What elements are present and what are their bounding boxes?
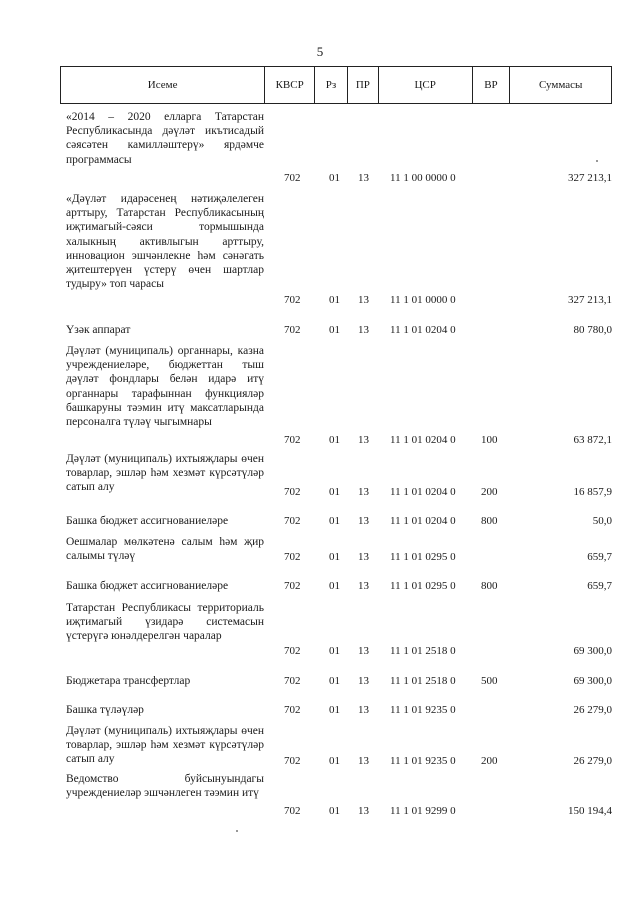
row-kvsr: 702 bbox=[284, 805, 301, 817]
row-kvsr: 702 bbox=[284, 580, 301, 592]
row-kvsr: 702 bbox=[284, 324, 301, 336]
header-vr: ВР bbox=[472, 67, 510, 103]
row-pr: 13 bbox=[358, 805, 369, 817]
row-sum: 327 213,1 bbox=[568, 172, 612, 184]
row-vr: 500 bbox=[481, 675, 498, 687]
row-csr: 11 1 01 0295 0 bbox=[390, 551, 456, 563]
table-header bbox=[60, 66, 612, 104]
row-kvsr: 702 bbox=[284, 486, 301, 498]
row-csr: 11 1 01 0204 0 bbox=[390, 324, 456, 336]
row-pr: 13 bbox=[358, 580, 369, 592]
row-pr: 13 bbox=[358, 172, 369, 184]
row-pr: 13 bbox=[358, 645, 369, 657]
row-kvsr: 702 bbox=[284, 551, 301, 563]
row-sum: 50,0 bbox=[592, 515, 612, 527]
row-csr: 11 1 01 0204 0 bbox=[390, 434, 456, 446]
row-name: Башка бюджет ассигнованиеләре bbox=[66, 515, 229, 527]
row-pr: 13 bbox=[358, 434, 369, 446]
row-csr: 11 1 01 9235 0 bbox=[390, 704, 456, 716]
scan-speck bbox=[236, 830, 238, 832]
row-name: Дәүләт (муниципаль) органнары, казна учреждениеләре, бюджеттан тыш дәүләт фондлары белән идарә итү органнары тарафыннан функцияләр башкаруны тәэмин итү максатларында персоналга түләү чыгымнары bbox=[66, 345, 264, 429]
row-rz: 01 bbox=[329, 515, 340, 527]
row-kvsr: 702 bbox=[284, 294, 301, 306]
header-sum: Суммасы bbox=[509, 67, 611, 103]
row-sum: 80 780,0 bbox=[573, 324, 612, 336]
row-name: Ведомство буйсынуындагы учреждениеләр эшчәнлеген тәэмин итү bbox=[66, 773, 264, 800]
row-name: Бюджетара трансфертлар bbox=[66, 675, 191, 687]
row-name: Дәүләт (муниципаль) ихтыяҗлары өчен товарлар, эшләр һәм хезмәт күрсәтүләр сатып алу bbox=[66, 725, 264, 766]
row-vr: 100 bbox=[481, 434, 498, 446]
row-vr: 200 bbox=[481, 755, 498, 767]
row-csr: 11 1 01 0295 0 bbox=[390, 580, 456, 592]
row-kvsr: 702 bbox=[284, 645, 301, 657]
row-csr: 11 1 01 9235 0 bbox=[390, 755, 456, 767]
row-sum: 69 300,0 bbox=[573, 675, 612, 687]
row-rz: 01 bbox=[329, 704, 340, 716]
row-name: Дәүләт (муниципаль) ихтыяҗлары өчен товарлар, эшләр һәм хезмәт күрсәтүләр сатып алу bbox=[66, 453, 264, 494]
row-name: Татарстан Республикасы территориаль иҗтимагый үзидарә системасын үстерүгә юнәлдерелгән чаралар bbox=[66, 602, 264, 643]
row-vr: 800 bbox=[481, 580, 498, 592]
row-pr: 13 bbox=[358, 675, 369, 687]
row-rz: 01 bbox=[329, 294, 340, 306]
row-rz: 01 bbox=[329, 645, 340, 657]
page-number: 5 bbox=[316, 44, 324, 59]
row-kvsr: 702 bbox=[284, 704, 301, 716]
row-csr: 11 1 01 9299 0 bbox=[390, 805, 456, 817]
row-sum: 26 279,0 bbox=[573, 755, 612, 767]
header-kvsr: КВСР bbox=[264, 67, 314, 103]
row-name: Үзәк аппарат bbox=[66, 324, 131, 336]
row-name: «Дәүләт идарәсенең нәтиҗәлелеген арттыру, Татарстан Республикасының иҗтимагый-сәяси тормышында халыкның активлыгын арттыру, инновацион эшчәнлекне һәм сәнәгать җитештерүен үстерү өчен шартлар тудыру» топ чарасы bbox=[66, 193, 264, 291]
row-vr: 800 bbox=[481, 515, 498, 527]
row-pr: 13 bbox=[358, 755, 369, 767]
row-name: Башка түләүләр bbox=[66, 704, 144, 716]
row-rz: 01 bbox=[329, 551, 340, 563]
row-rz: 01 bbox=[329, 755, 340, 767]
row-rz: 01 bbox=[329, 675, 340, 687]
row-sum: 327 213,1 bbox=[568, 294, 612, 306]
row-sum: 150 194,4 bbox=[568, 805, 612, 817]
row-name: «2014 – 2020 елларга Татарстан Республикасында дәүләт икътисадый сәясәтен камилләштерү» ярдәмче программасы bbox=[66, 111, 264, 166]
row-kvsr: 702 bbox=[284, 755, 301, 767]
row-csr: 11 1 01 0000 0 bbox=[390, 294, 456, 306]
row-csr: 11 1 00 0000 0 bbox=[390, 172, 456, 184]
row-name: Башка бюджет ассигнованиеләре bbox=[66, 580, 229, 592]
header-rz: Рз bbox=[314, 67, 347, 103]
row-rz: 01 bbox=[329, 805, 340, 817]
row-pr: 13 bbox=[358, 486, 369, 498]
row-csr: 11 1 01 0204 0 bbox=[390, 515, 456, 527]
row-sum: 659,7 bbox=[587, 551, 612, 563]
row-pr: 13 bbox=[358, 704, 369, 716]
row-pr: 13 bbox=[358, 324, 369, 336]
row-sum: 659,7 bbox=[587, 580, 612, 592]
row-rz: 01 bbox=[329, 434, 340, 446]
row-sum: 69 300,0 bbox=[573, 645, 612, 657]
row-pr: 13 bbox=[358, 294, 369, 306]
scan-speck bbox=[596, 160, 598, 162]
row-rz: 01 bbox=[329, 486, 340, 498]
row-sum: 63 872,1 bbox=[573, 434, 612, 446]
row-rz: 01 bbox=[329, 580, 340, 592]
row-kvsr: 702 bbox=[284, 515, 301, 527]
header-csr: ЦСР bbox=[378, 67, 472, 103]
row-pr: 13 bbox=[358, 515, 369, 527]
row-sum: 26 279,0 bbox=[573, 704, 612, 716]
row-kvsr: 702 bbox=[284, 675, 301, 687]
row-name: Оешмалар мөлкәтенә салым һәм җир салымы түләү bbox=[66, 536, 264, 563]
row-kvsr: 702 bbox=[284, 172, 301, 184]
row-csr: 11 1 01 0204 0 bbox=[390, 486, 456, 498]
row-csr: 11 1 01 2518 0 bbox=[390, 675, 456, 687]
row-pr: 13 bbox=[358, 551, 369, 563]
row-rz: 01 bbox=[329, 172, 340, 184]
row-sum: 16 857,9 bbox=[573, 486, 612, 498]
header-pr: ПР bbox=[347, 67, 378, 103]
row-rz: 01 bbox=[329, 324, 340, 336]
row-vr: 200 bbox=[481, 486, 498, 498]
header-name: Исеме bbox=[147, 79, 178, 91]
row-kvsr: 702 bbox=[284, 434, 301, 446]
row-csr: 11 1 01 2518 0 bbox=[390, 645, 456, 657]
